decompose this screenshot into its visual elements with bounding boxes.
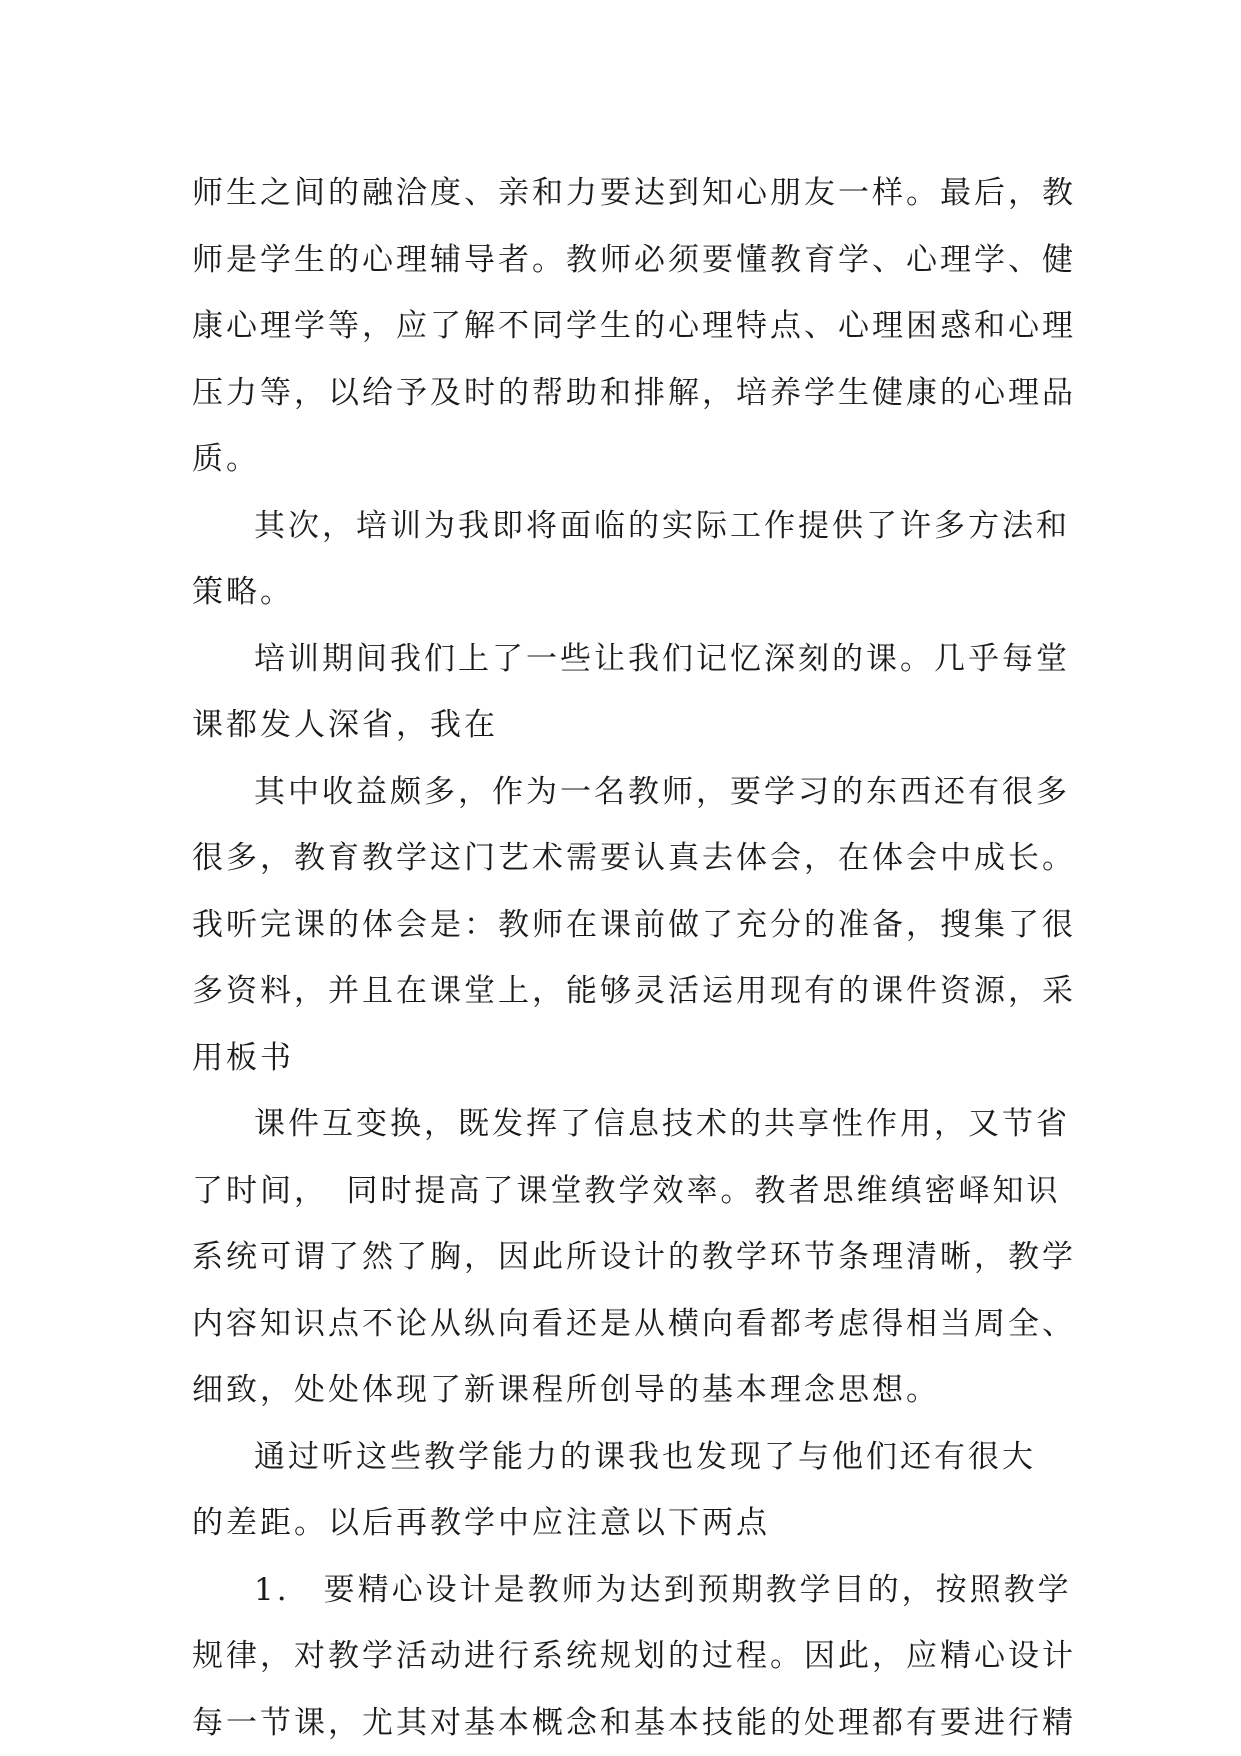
text-line: 很多，教育教学这门艺术需要认真去体会，在体会中成长。: [192, 825, 1072, 892]
text-line: 培训期间我们上了一些让我们记忆深刻的课。几乎每堂: [192, 626, 1072, 693]
text-line: 我听完课的体会是：教师在课前做了充分的准备，搜集了很: [192, 892, 1072, 959]
text-line: 1. 要精心设计是教师为达到预期教学目的，按照教学: [192, 1557, 1072, 1624]
text-line: 康心理学等，应了解不同学生的心理特点、心理困惑和心理: [192, 293, 1072, 360]
text-line: 细致，处处体现了新课程所创导的基本理念思想。: [192, 1357, 1072, 1424]
text-line: 了时间， 同时提高了课堂教学效率。教者思维缜密峄知识: [192, 1158, 1072, 1225]
text-line: 系统可谓了然了胸，因此所设计的教学环节条理清晰，教学: [192, 1224, 1072, 1291]
text-line: 每一节课，尤其对基本概念和基本技能的处理都有要进行精: [192, 1690, 1072, 1756]
text-line: 师生之间的融洽度、亲和力要达到知心朋友一样。最后，教: [192, 160, 1072, 227]
text-line: 质。: [192, 426, 1072, 493]
text-line: 规律，对教学活动进行系统规划的过程。因此，应精心设计: [192, 1623, 1072, 1690]
text-line: 其中收益颇多，作为一名教师，要学习的东西还有很多: [192, 759, 1072, 826]
text-line: 的差距。以后再教学中应注意以下两点: [192, 1490, 1072, 1557]
text-line: 师是学生的心理辅导者。教师必须要懂教育学、心理学、健: [192, 227, 1072, 294]
document-body: [192, 160, 1072, 1756]
text-line: 课件互变换，既发挥了信息技术的共享性作用，又节省: [192, 1091, 1072, 1158]
text-line: 多资料，并且在课堂上，能够灵活运用现有的课件资源，采: [192, 958, 1072, 1025]
text-line: 压力等，以给予及时的帮助和排解，培养学生健康的心理品: [192, 360, 1072, 427]
text-line: 通过听这些教学能力的课我也发现了与他们还有很大: [192, 1424, 1072, 1491]
text-line: 策略。: [192, 559, 1072, 626]
text-line: 课都发人深省，我在: [192, 692, 1072, 759]
text-line: 其次，培训为我即将面临的实际工作提供了许多方法和: [192, 493, 1072, 560]
text-line: 用板书: [192, 1025, 1072, 1092]
text-line: 内容知识点不论从纵向看还是从横向看都考虑得相当周全、: [192, 1291, 1072, 1358]
